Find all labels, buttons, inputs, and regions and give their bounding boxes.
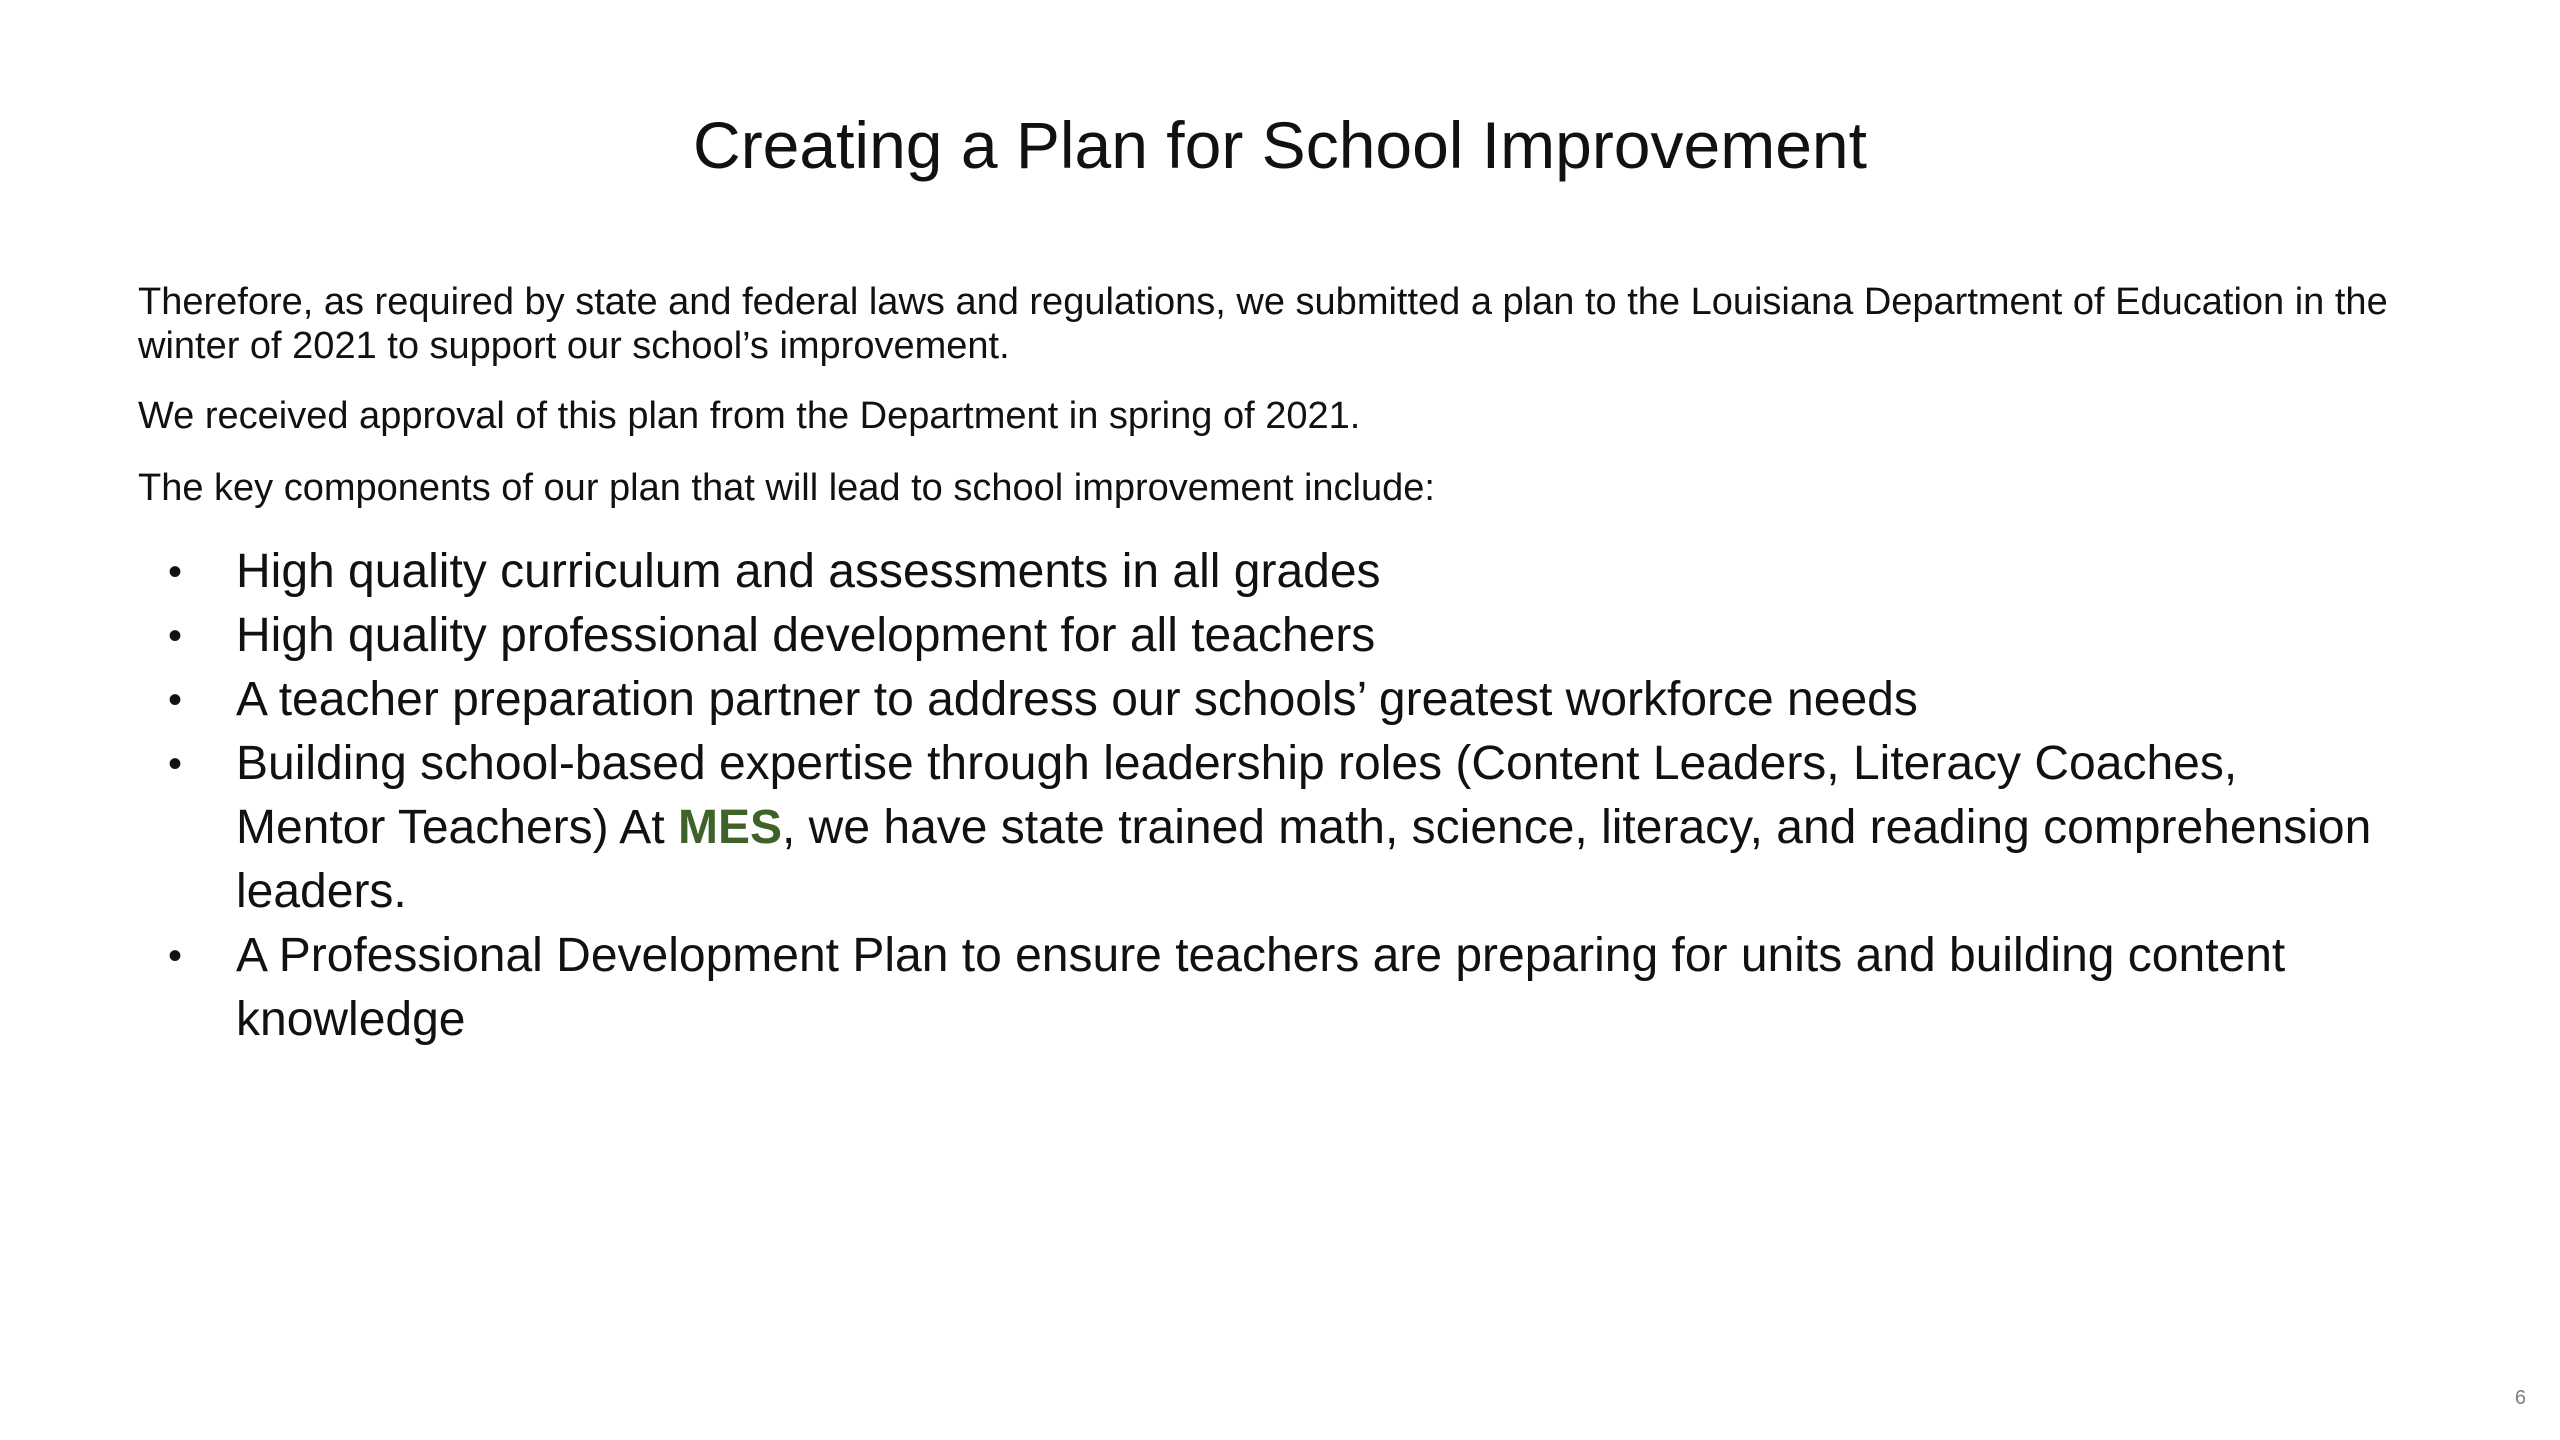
list-item bbox=[138, 924, 2398, 1052]
list-item bbox=[138, 540, 2398, 604]
school-abbreviation: MES bbox=[677, 801, 782, 854]
bullet-icon: • bbox=[168, 742, 183, 786]
bullet-icon: • bbox=[168, 614, 183, 658]
key-components-list bbox=[138, 540, 2398, 1052]
bullet-icon: • bbox=[168, 678, 183, 722]
intro-paragraph-1: Therefore, as required by state and federal laws and regulations, we submitted a plan to the Louisiana Department of Education in the winter of 2021 to support our school’s improvement. bbox=[138, 281, 2388, 367]
page-number: 6 bbox=[2514, 1387, 2526, 1409]
list-item-text-after: , we have state trained math, science, literacy, and reading comprehension leaders. bbox=[236, 801, 2372, 918]
bullet-icon: • bbox=[168, 934, 183, 978]
bullet-icon: • bbox=[168, 550, 183, 594]
list-item bbox=[138, 668, 2398, 732]
list-item-text: A teacher preparation partner to address our schools’ greatest workforce needs bbox=[236, 673, 1918, 726]
intro-paragraph-2: We received approval of this plan from the Department in spring of 2021. bbox=[138, 395, 1361, 437]
slide-title: Creating a Plan for School Improvement bbox=[693, 108, 1867, 182]
list-item-text: High quality professional development for all teachers bbox=[236, 609, 1376, 662]
list-item-text-before: Building school-based expertise through leadership roles (Content Leaders, Literacy Coaches, Mentor Teachers) At bbox=[236, 737, 2238, 854]
list-item bbox=[138, 604, 2398, 668]
list-item bbox=[138, 732, 2398, 924]
list-item-text: High quality curriculum and assessments in all grades bbox=[236, 545, 1381, 598]
intro-paragraph-3: The key components of our plan that will lead to school improvement include: bbox=[138, 467, 1435, 509]
list-item-text: A Professional Development Plan to ensure teachers are preparing for units and building content knowledge bbox=[236, 929, 2286, 1046]
